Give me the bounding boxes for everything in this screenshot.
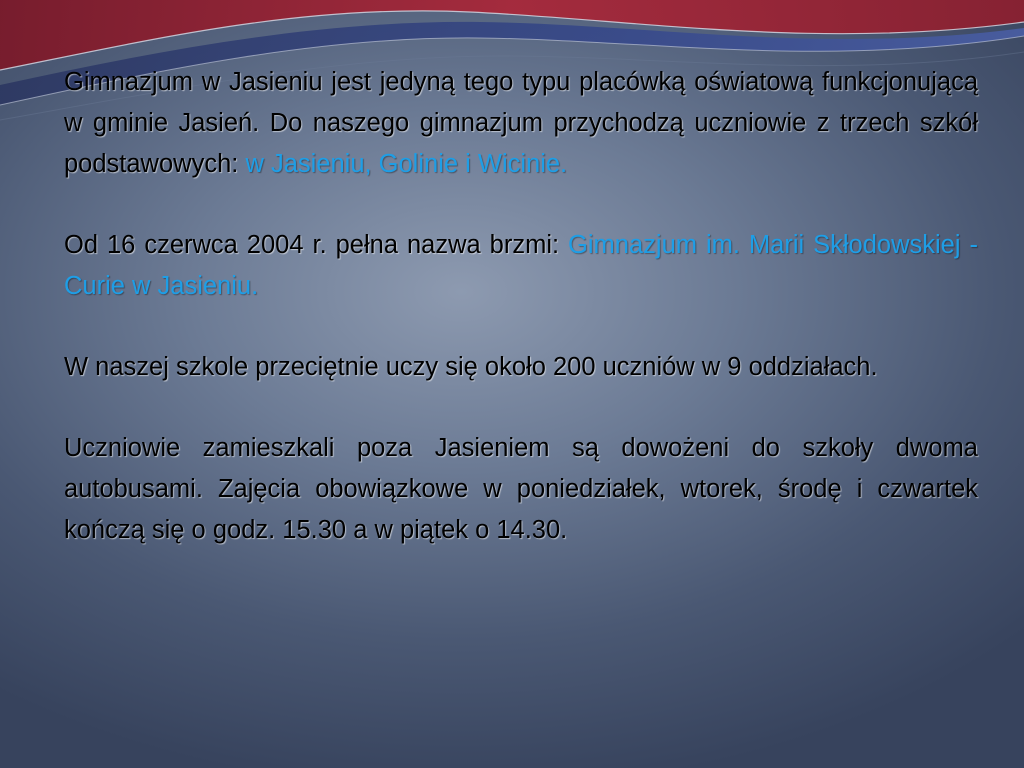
paragraph-student-count xyxy=(64,347,978,388)
paragraph-text: Gimnazjum w Jasieniu jest jedyną tego typu placówką oświatową funkcjonującą w gminie Jasień. Do naszego gimnazjum przychodzą uczniowie z trzech szkół podstawowych: xyxy=(64,68,978,178)
paragraph-school-info xyxy=(64,62,978,185)
paragraph-text: Uczniowie zamieszkali poza Jasieniem są dowożeni do szkoły dwoma autobusami. Zajęcia obowiązkowe w poniedziałek, wtorek, środę i czwartek kończą się o godz. 15.30 a w piątek o 14.30. xyxy=(64,434,978,544)
paragraph-text: Od 16 czerwca 2004 r. pełna nazwa brzmi: xyxy=(64,231,569,259)
paragraph-text: W naszej szkole przeciętnie uczy się około 200 uczniów w 9 oddziałach. xyxy=(64,353,878,381)
paragraph-transport xyxy=(64,428,978,551)
highlight-schools: w Jasieniu, Golinie i Wicinie. xyxy=(245,150,568,178)
paragraph-school-name xyxy=(64,225,978,307)
slide-body xyxy=(64,62,978,551)
highlight-full-name: Gimnazjum im. Marii Skłodowskiej - Curie w Jasieniu. xyxy=(64,231,978,300)
